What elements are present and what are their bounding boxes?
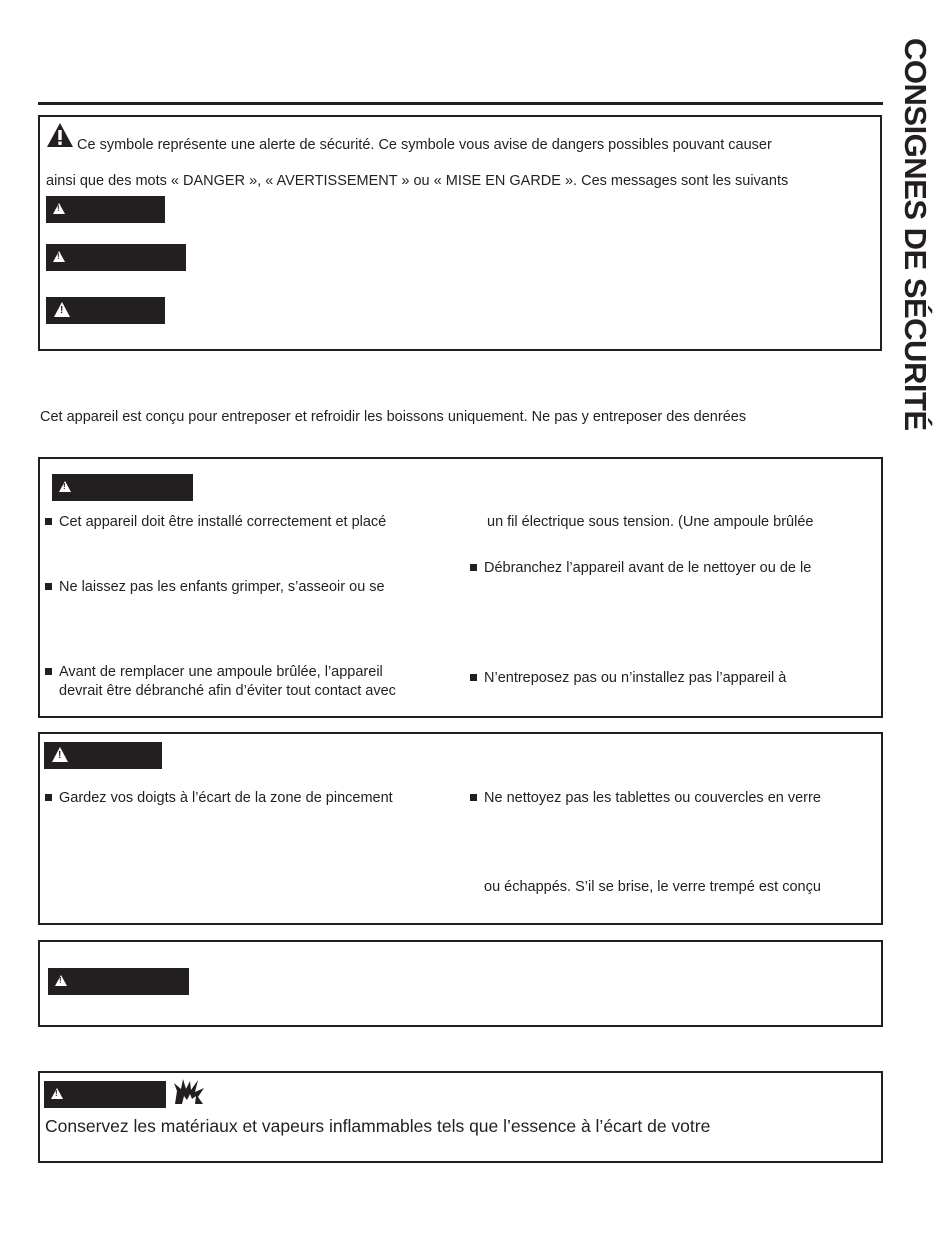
alert-triangle-icon [53, 251, 65, 262]
alert-triangle-icon [59, 481, 71, 492]
caution-signal-badge [46, 297, 165, 324]
list-item: Ne laissez pas les enfants grimper, s’asseoir ou se [45, 578, 385, 596]
bullet-icon [45, 518, 52, 525]
alert-triangle-icon [51, 1088, 63, 1099]
list-item-continuation: un fil électrique sous tension. (Une ampoule brûlée [487, 514, 814, 530]
alert-triangle-icon [54, 302, 70, 317]
list-item: Gardez vos doigts à l’écart de la zone de pincement [45, 789, 393, 807]
alert-triangle-icon [55, 975, 67, 986]
list-item: Cet appareil doit être installé correctement et placé [45, 513, 386, 531]
list-item: Ne nettoyez pas les tablettes ou couvercles en verre [470, 789, 821, 807]
safety-alert-triangle-icon [46, 122, 74, 148]
warning-box-3 [38, 940, 883, 1027]
usage-statement: Cet appareil est conçu pour entreposer et refroidir les boissons uniquement. Ne pas y entreposer des denrées [40, 409, 747, 425]
bullet-icon [45, 583, 52, 590]
bullet-icon [45, 794, 52, 801]
list-item: Avant de remplacer une ampoule brûlée, l’appareil [45, 663, 383, 681]
side-title [893, 38, 937, 458]
intro-line-2: ainsi que des mots « DANGER », « AVERTISSEMENT » ou « MISE EN GARDE ». Ces messages sont les suivants [46, 173, 789, 189]
explosion-icon [173, 1077, 205, 1105]
list-item: Débranchez l’appareil avant de le nettoyer ou de le [470, 559, 811, 577]
caution-badge [44, 742, 162, 769]
warning-badge [44, 1081, 166, 1108]
fire-hazard-text: Conservez les matériaux et vapeurs inflammables tels que l’essence à l’écart de votre [45, 1116, 711, 1136]
warning-box-1 [38, 457, 883, 718]
intro-line-1: Ce symbole représente une alerte de sécurité. Ce symbole vous avise de dangers possibles pouvant causer [77, 137, 772, 153]
bullet-icon [470, 564, 477, 571]
header-rule [38, 102, 883, 105]
list-item-continuation: devrait être débranché afin d’éviter tout contact avec [59, 683, 396, 699]
bullet-icon [470, 794, 477, 801]
warning-badge [52, 474, 193, 501]
list-item-continuation: ou échappés. S’il se brise, le verre trempé est conçu [484, 879, 821, 895]
caution-box [38, 732, 883, 925]
danger-signal-badge [46, 196, 165, 223]
alert-triangle-icon [53, 203, 65, 214]
bullet-icon [470, 674, 477, 681]
list-item: N’entreposez pas ou n’installez pas l’appareil à [470, 669, 786, 687]
warning-badge [48, 968, 189, 995]
alert-triangle-icon [52, 747, 68, 762]
safety-symbol-box [38, 115, 882, 351]
side-title-text: CONSIGNES DE SÉCURITÉ [898, 38, 933, 431]
fire-hazard-box [38, 1071, 883, 1163]
warning-signal-badge [46, 244, 186, 271]
bullet-icon [45, 668, 52, 675]
